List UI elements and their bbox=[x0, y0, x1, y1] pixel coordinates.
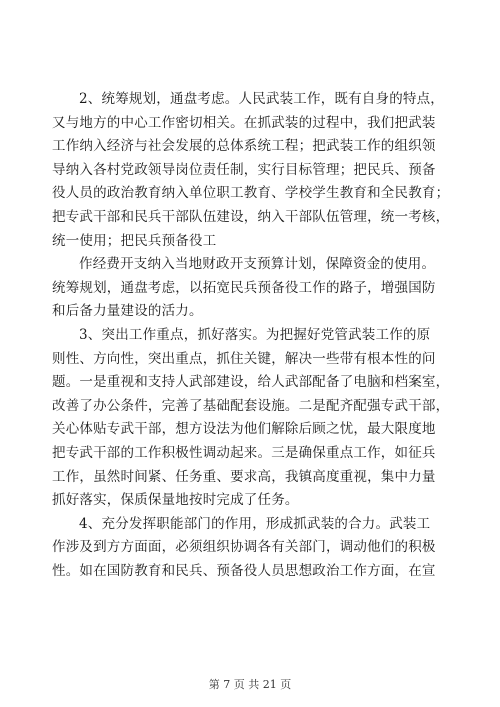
paragraph-line: 作涉及到方方面面，必须组织协调各有关部门，调动他们的积极 bbox=[52, 539, 436, 556]
paragraph-line: 则性、方向性，突出重点，抓住关键，解决一些带有根本性的问 bbox=[52, 350, 436, 367]
paragraph-line: 作经费开支纳入当地财政开支预算计划，保障资金的使用。 bbox=[79, 256, 436, 273]
paragraph-line: 把专武干部和民兵干部队伍建设，纳入干部队伍管理，统一考核， bbox=[52, 208, 450, 225]
paragraph-line: 改善了办公条件，完善了基础配套设施。二是配齐配强专武干部， bbox=[52, 397, 450, 414]
paragraph-line: 2、统筹规划，通盘考虑。人民武装工作，既有自身的特点， bbox=[79, 91, 444, 107]
paragraph-line: 役人员的政治教育纳入单位职工教育、学校学生教育和全民教育； bbox=[52, 185, 450, 202]
paragraph-line: 又与地方的中心工作密切相关。在抓武装的过程中，我们把武装 bbox=[52, 114, 436, 131]
paragraph-line: 题。一是重视和支持人武部建设，给人武部配备了电脑和档案室， bbox=[52, 374, 450, 391]
paragraph-line: 性。如在国防教育和民兵、预备役人员思想政治工作方面，在宣 bbox=[52, 562, 436, 579]
document-body bbox=[52, 88, 452, 583]
paragraph-line: 统一使用；把民兵预备役工 bbox=[52, 232, 217, 249]
paragraph-line: 抓好落实，保质保量地按时完成了任务。 bbox=[52, 492, 299, 509]
paragraph-line: 关心体贴专武干部，想方设法为他们解除后顾之忧，最大限度地 bbox=[52, 421, 436, 438]
paragraph-line: 导纳入各村党政领导岗位责任制，实行目标管理；把民兵、预备 bbox=[52, 161, 436, 178]
paragraph-line: 统筹规划，通盘考虑，以拓宽民兵预备役工作的路子，增强国防 bbox=[52, 279, 436, 296]
paragraph-line: 3、突出工作重点，抓好落实。为把握好党管武装工作的原 bbox=[79, 326, 431, 343]
paragraph-line: 4、充分发挥职能部门的作用，形成抓武装的合力。武装工 bbox=[79, 515, 431, 532]
paragraph-line: 工作纳入经济与社会发展的总体系统工程；把武装工作的组织领 bbox=[52, 138, 436, 155]
page-number-footer: 第 7 页 共 21 页 bbox=[208, 678, 292, 691]
paragraph-line: 工作，虽然时间紧、任务重、要求高，我镇高度重视，集中力量 bbox=[52, 468, 436, 485]
paragraph-line: 把专武干部的工作积极性调动起来。三是确保重点工作，如征兵 bbox=[52, 444, 436, 461]
paragraph-line: 和后备力量建设的活力。 bbox=[52, 303, 203, 320]
